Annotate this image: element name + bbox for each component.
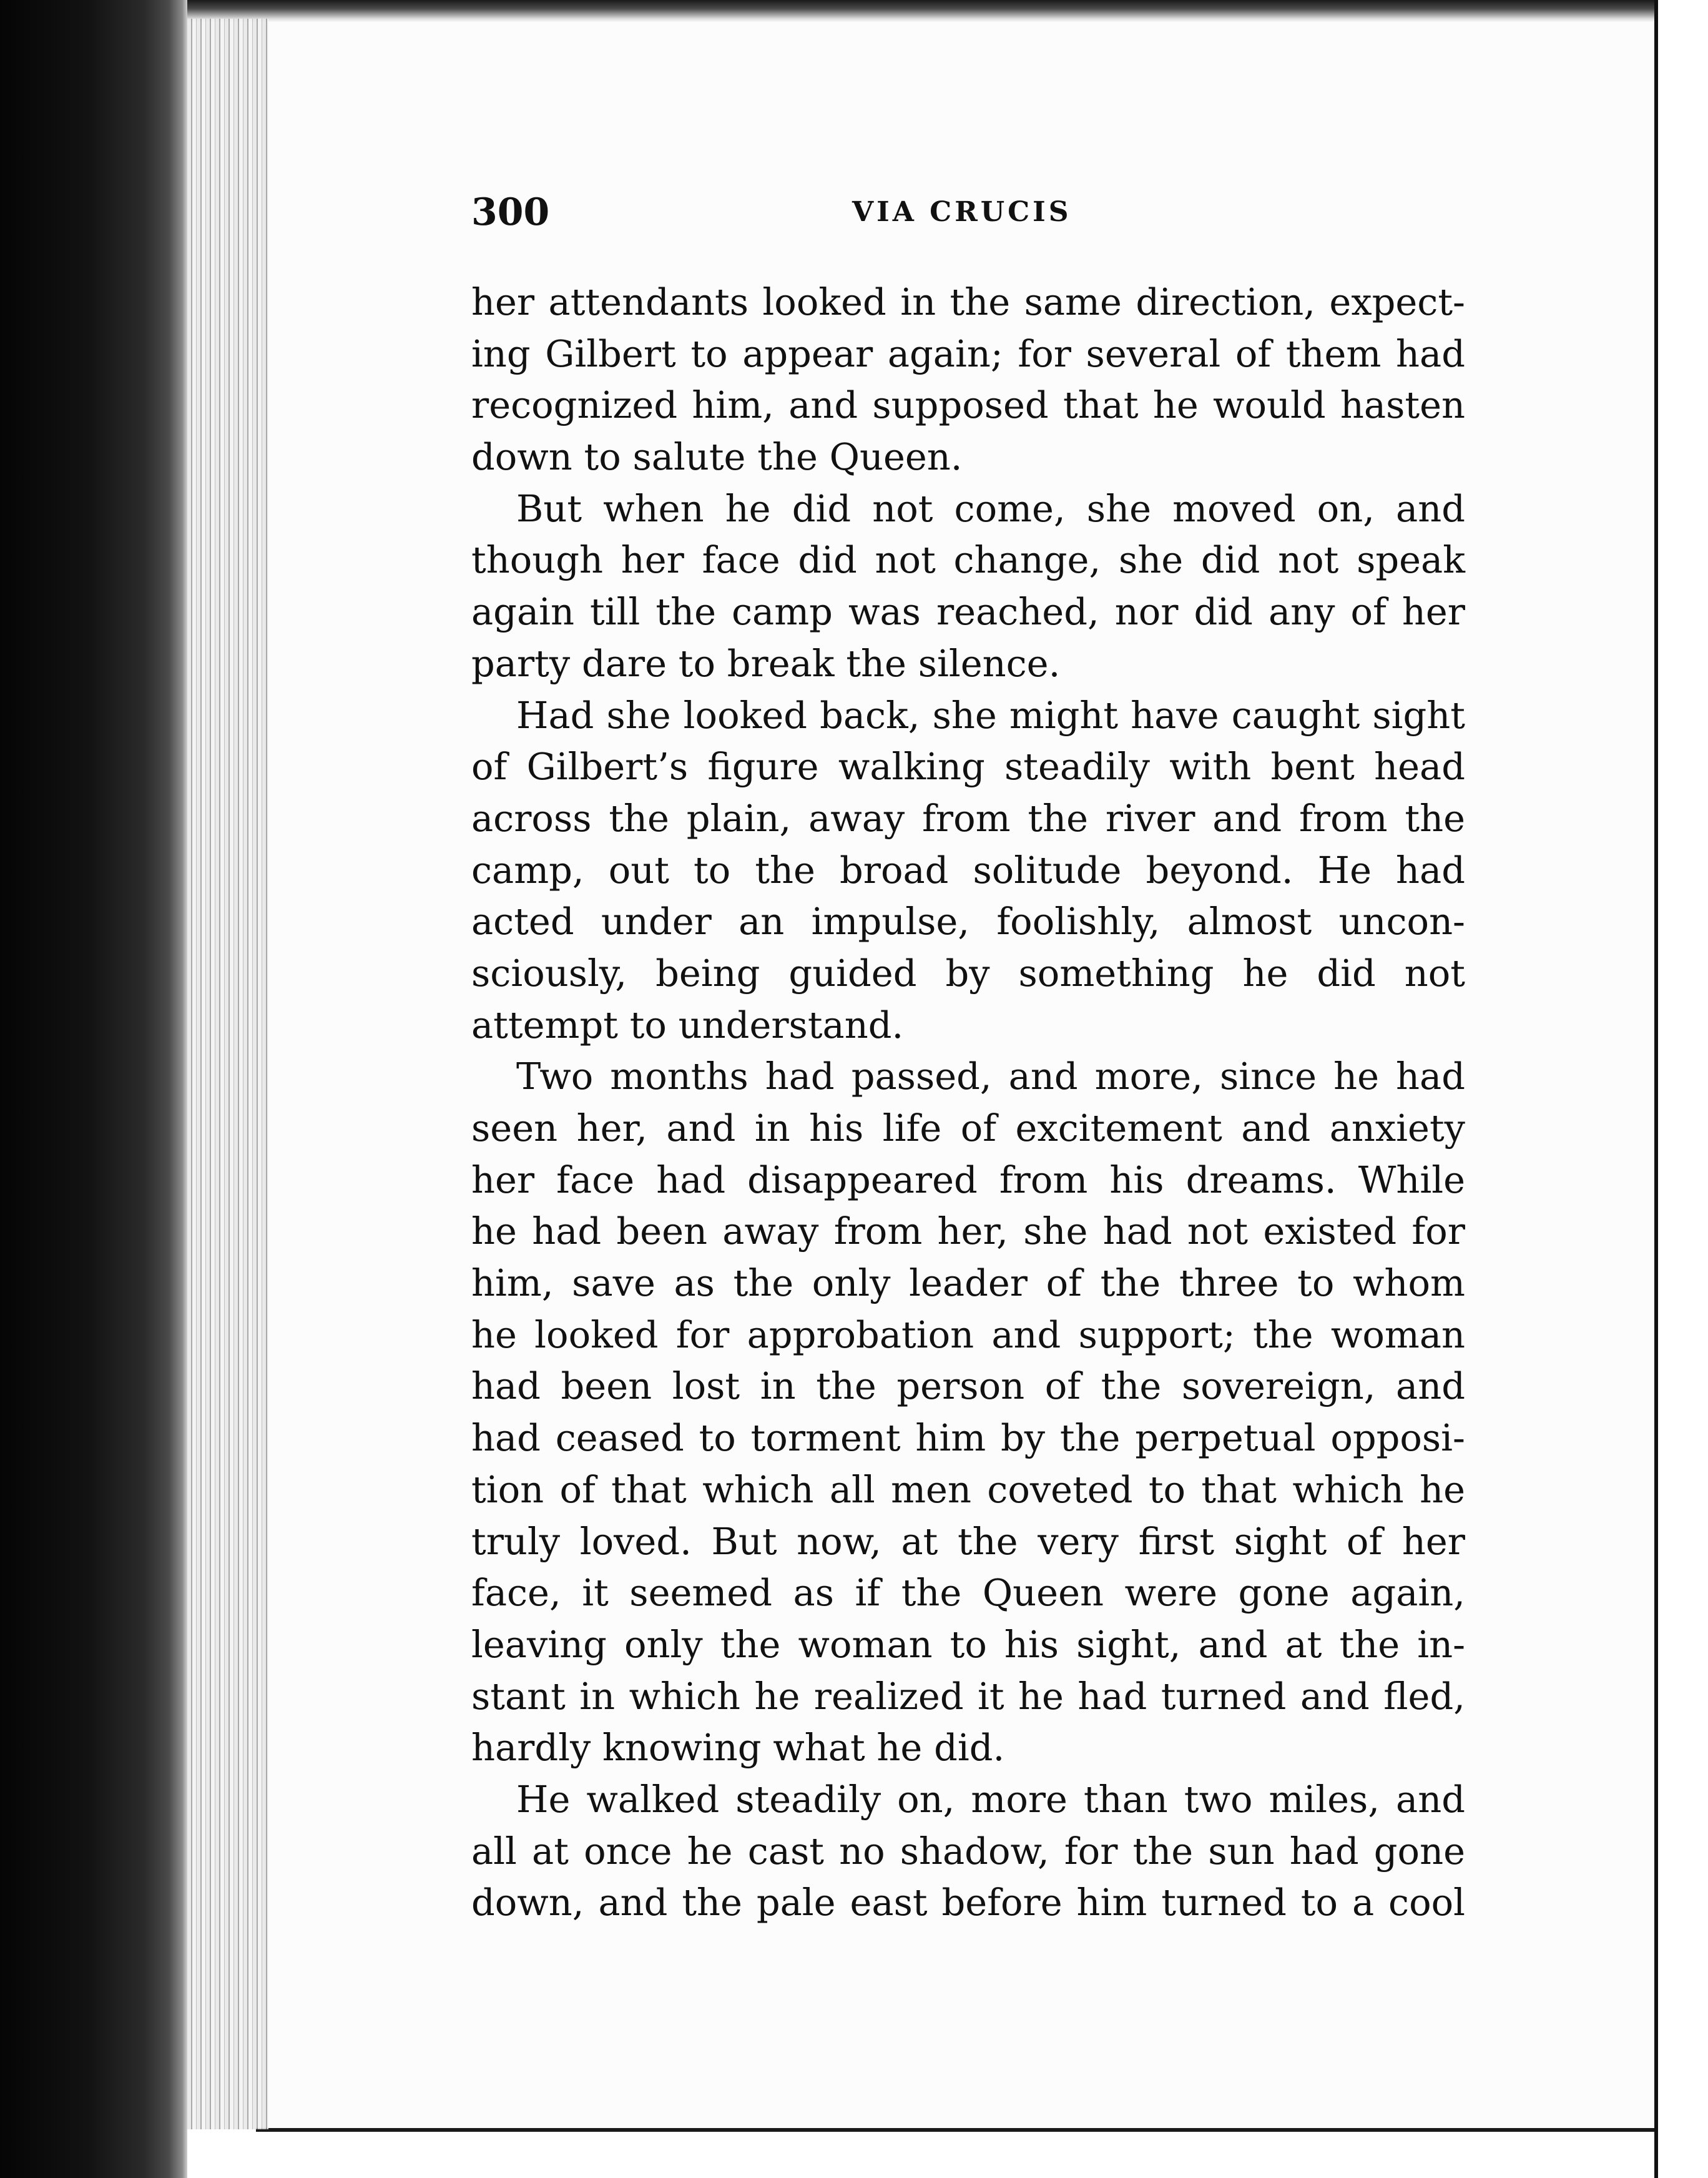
text-line: down, and the pale east before him turned to a cool <box>471 1881 1465 1924</box>
top-page-edge <box>187 0 1708 22</box>
text-line: sciously, being guided by something he did not <box>471 951 1465 995</box>
text-line: he had been away from her, she had not existed for <box>471 1210 1465 1253</box>
bottom-page-edge <box>187 2132 1654 2178</box>
text-line: face, it seemed as if the Queen were gone again, <box>471 1571 1465 1615</box>
text-line: all at once he cast no shadow, for the sun had gone <box>471 1829 1465 1873</box>
book-spine-edge <box>0 0 187 2178</box>
text-line: her attendants looked in the same direction, expect- <box>471 280 1465 323</box>
text-line: acted under an impulse, foolishly, almost uncon- <box>471 900 1465 944</box>
text-line: hardly knowing what he did. <box>471 1726 1005 1770</box>
page-stack-edges <box>187 19 268 2129</box>
body-text <box>471 277 1465 1929</box>
text-line: tion of that which all men coveted to that which he <box>471 1467 1465 1511</box>
text-line: he looked for approbation and support; the woman <box>471 1313 1465 1356</box>
text-line: party dare to break the silence. <box>471 641 1061 685</box>
text-line: leaving only the woman to his sight, and at the in- <box>471 1622 1465 1666</box>
text-line: recognized him, and supposed that he would hasten <box>471 383 1465 427</box>
text-line: had been lost in the person of the sovereign, and <box>471 1364 1465 1408</box>
text-line: But when he did not come, she moved on, and <box>516 486 1465 530</box>
text-line: though her face did not change, she did not speak <box>471 538 1465 582</box>
text-line: Had she looked back, she might have caught sight <box>516 693 1465 737</box>
text-line: Two months had passed, and more, since he had <box>516 1055 1465 1098</box>
text-line: had ceased to torment him by the perpetual opposi- <box>471 1416 1465 1460</box>
text-line: her face had disappeared from his dreams. While <box>471 1158 1465 1201</box>
text-line: again till the camp was reached, nor did any of her <box>471 590 1465 634</box>
running-title: VIA CRUCIS <box>852 196 1072 228</box>
text-line: ing Gilbert to appear again; for several of them had <box>471 332 1465 375</box>
text-line: of Gilbert’s figure walking steadily with bent head <box>471 745 1465 789</box>
text-line: camp, out to the broad solitude beyond. He had <box>471 848 1465 892</box>
text-line: stant in which he realized it he had turned and fled, <box>471 1674 1465 1718</box>
text-line: He walked steadily on, more than two miles, and <box>516 1777 1465 1821</box>
next-page-edge <box>1654 0 1708 2178</box>
page-number: 300 <box>471 190 550 234</box>
running-head <box>471 187 1458 237</box>
text-line: seen her, and in his life of excitement and anxiety <box>471 1106 1465 1150</box>
text-line: across the plain, away from the river and from the <box>471 796 1465 840</box>
text-line: truly loved. But now, at the very first sight of her <box>471 1519 1465 1563</box>
text-line: him, save as the only leader of the three to whom <box>471 1261 1465 1305</box>
text-line: down to salute the Queen. <box>471 435 963 479</box>
text-line: attempt to understand. <box>471 1003 904 1047</box>
